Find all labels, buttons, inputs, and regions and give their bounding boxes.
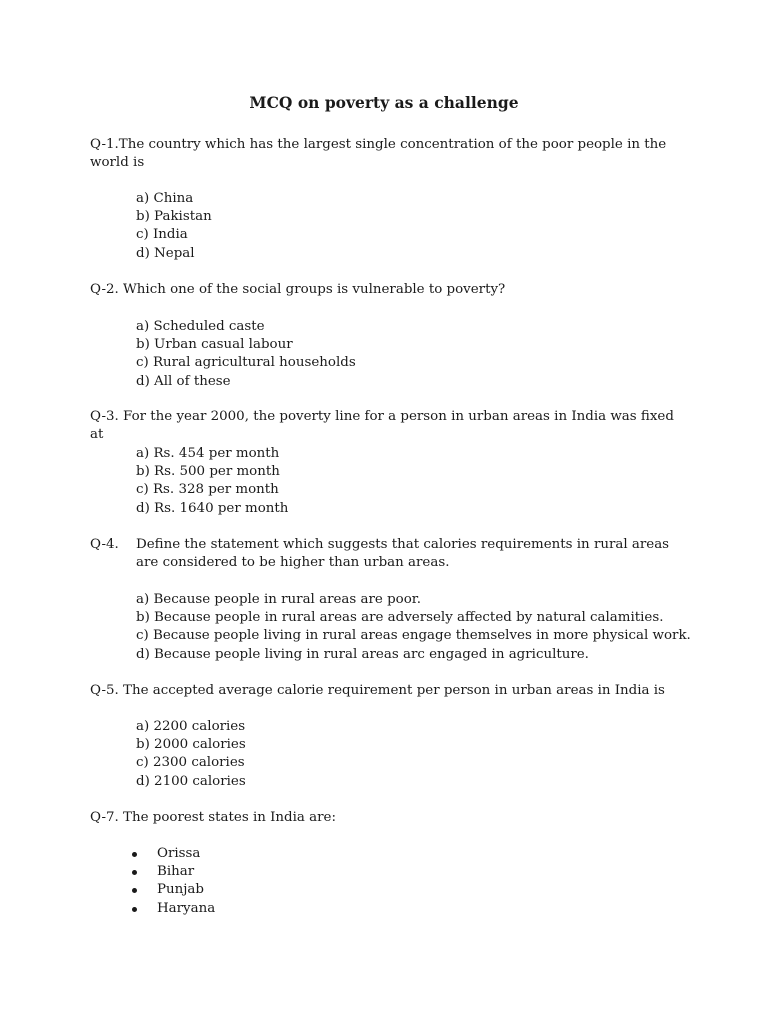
option-c: c) Rs. 328 per month bbox=[136, 482, 279, 498]
list-item bbox=[132, 900, 432, 918]
list-item-label: Haryana bbox=[157, 900, 216, 916]
question-2-text: Q-2. Which one of the social groups is vulnerable to poverty? bbox=[90, 282, 506, 297]
option-d: d) All of these bbox=[136, 373, 231, 389]
question-4-number: Q-4. bbox=[90, 537, 119, 552]
option-b: b) Urban casual labour bbox=[136, 337, 293, 353]
bullet-icon bbox=[132, 888, 137, 893]
list-item bbox=[132, 845, 432, 863]
option-d: d) Nepal bbox=[136, 245, 195, 261]
list-item-label: Orissa bbox=[157, 846, 201, 861]
option-a: a) Scheduled caste bbox=[136, 319, 265, 334]
list-item-label: Bihar bbox=[157, 864, 195, 880]
bullet-icon bbox=[132, 907, 137, 912]
bullet-icon bbox=[132, 852, 137, 857]
page-title: MCQ on poverty as a challenge bbox=[249, 93, 519, 112]
list-item bbox=[132, 863, 432, 881]
option-a: a) Rs. 454 per month bbox=[136, 446, 280, 461]
question-5-options bbox=[136, 718, 696, 791]
question-4-text: Define the statement which suggests that calories requirements in rural areas are considered to be higher than urban areas. bbox=[136, 537, 670, 571]
question-7-text: Q-7. The poorest states in India are: bbox=[90, 810, 336, 825]
question-1-options bbox=[136, 190, 696, 263]
option-d: d) Because people living in rural areas arc engaged in agriculture. bbox=[136, 646, 589, 662]
question-1-text: Q-1.The country which has the largest single concentration of the poor people in the world is bbox=[90, 137, 667, 171]
question-2-options bbox=[136, 318, 696, 391]
option-a: a) 2200 calories bbox=[136, 719, 246, 734]
question-5-text: Q-5. The accepted average calorie requirement per person in urban areas in India is bbox=[90, 683, 665, 698]
option-c: c) Because people living in rural areas engage themselves in more physical work. bbox=[136, 628, 691, 644]
option-c: c) India bbox=[136, 227, 188, 243]
list-item bbox=[132, 881, 432, 899]
option-b: b) 2000 calories bbox=[136, 737, 246, 753]
option-c: c) 2300 calories bbox=[136, 755, 245, 771]
question-3-text: Q-3. For the year 2000, the poverty line for a person in urban areas in India was fixed at bbox=[90, 409, 674, 443]
option-d: d) 2100 calories bbox=[136, 773, 246, 789]
option-d: d) Rs. 1640 per month bbox=[136, 500, 289, 516]
option-b: b) Pakistan bbox=[136, 209, 212, 225]
question-3-options bbox=[136, 445, 696, 518]
bullet-icon bbox=[132, 870, 137, 875]
option-b: b) Because people in rural areas are adversely affected by natural calamities. bbox=[136, 610, 664, 626]
question-7-list bbox=[132, 845, 432, 918]
question-4-options bbox=[136, 591, 696, 664]
option-a: a) Because people in rural areas are poor. bbox=[136, 592, 421, 607]
list-item-label: Punjab bbox=[157, 882, 204, 898]
option-b: b) Rs. 500 per month bbox=[136, 464, 280, 480]
option-c: c) Rural agricultural households bbox=[136, 355, 356, 371]
option-a: a) China bbox=[136, 191, 194, 206]
